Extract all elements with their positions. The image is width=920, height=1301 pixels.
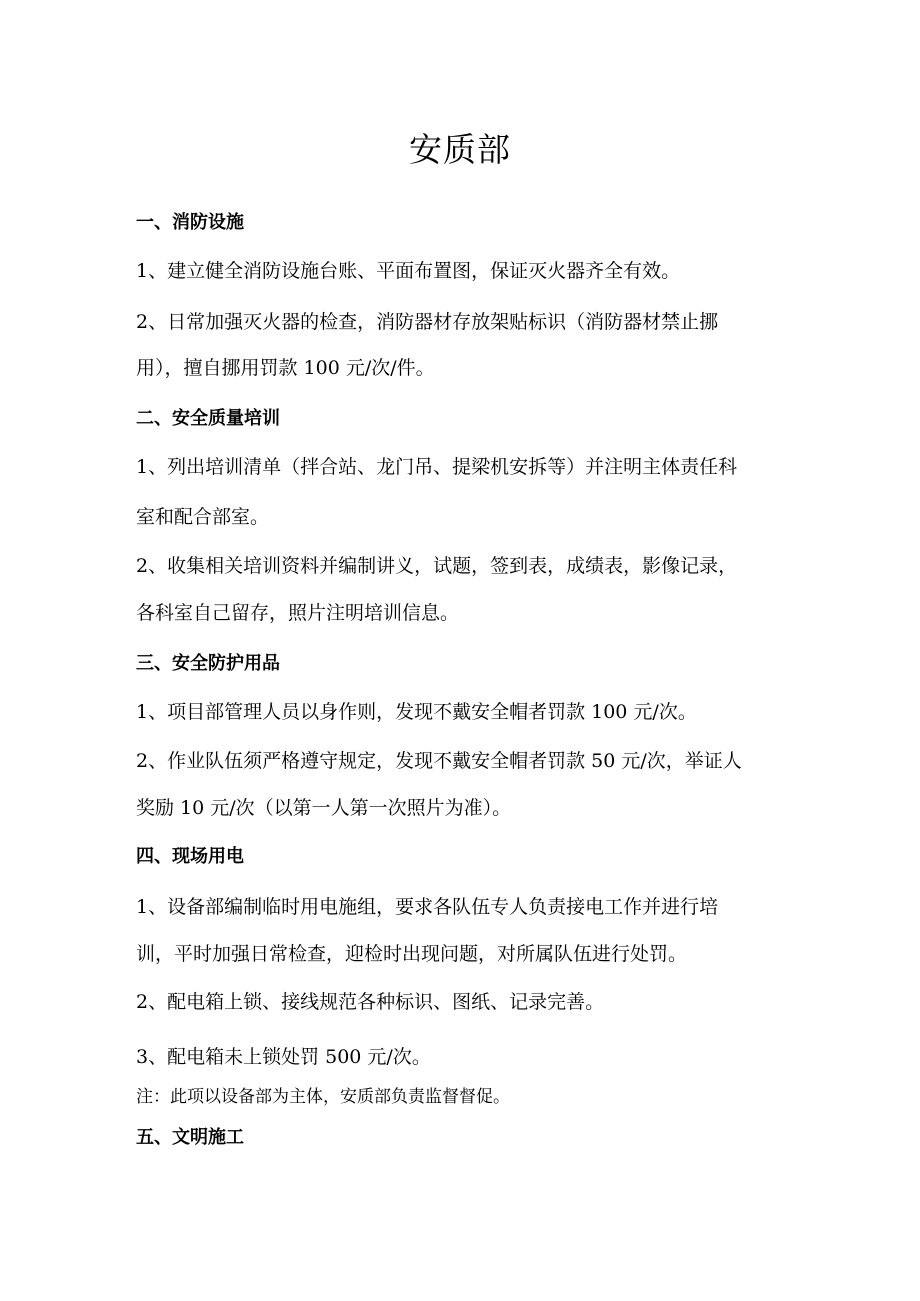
- paragraph-line: 各科室自己留存，照片注明培训信息。: [136, 602, 460, 624]
- paragraph-line: 1、建立健全消防设施台账、平面布置图，保证灭火器齐全有效。: [136, 260, 681, 282]
- paragraph-line: 2、配电箱上锁、接线规范各种标识、图纸、记录完善。: [136, 991, 605, 1013]
- paragraph-line: 2、日常加强灭火器的检查，消防器材存放架贴标识（消防器材禁止挪: [136, 311, 719, 333]
- section-note: 注：此项以设备部为主体，安质部负责监督督促。: [136, 1087, 510, 1107]
- section-heading: 五、文明施工: [136, 1127, 244, 1148]
- paragraph-line: 1、项目部管理人员以身作则，发现不戴安全帽者罚款 100 元/次。: [136, 701, 697, 723]
- paragraph-line: 2、收集相关培训资料并编制讲义，试题，签到表，成绩表，影像记录，: [136, 555, 738, 577]
- section-heading: 三、安全防护用品: [136, 653, 280, 674]
- paragraph-line: 3、配电箱未上锁处罚 500 元/次。: [136, 1046, 431, 1068]
- paragraph-line: 1、设备部编制临时用电施组，要求各队伍专人负责接电工作并进行培: [136, 896, 719, 918]
- section-heading: 一、消防设施: [136, 212, 244, 233]
- section-heading: 四、现场用电: [136, 846, 244, 867]
- paragraph-line: 奖励 10 元/次（以第一人第一次照片为准）。: [136, 797, 512, 819]
- paragraph-line: 用），擅自挪用罚款 100 元/次/件。: [136, 357, 435, 379]
- section-heading: 二、安全质量培训: [136, 408, 280, 429]
- paragraph-line: 室和配合部室。: [136, 506, 270, 528]
- page-title: 安质部: [409, 130, 511, 169]
- paragraph-line: 2、作业队伍须严格遵守规定，发现不戴安全帽者罚款 50 元/次，举证人: [136, 750, 742, 772]
- paragraph-line: 训，平时加强日常检查，迎检时出现问题，对所属队伍进行处罚。: [136, 943, 688, 965]
- paragraph-line: 1、列出培训清单（拌合站、龙门吊、提梁机安拆等）并注明主体责任科: [136, 456, 738, 478]
